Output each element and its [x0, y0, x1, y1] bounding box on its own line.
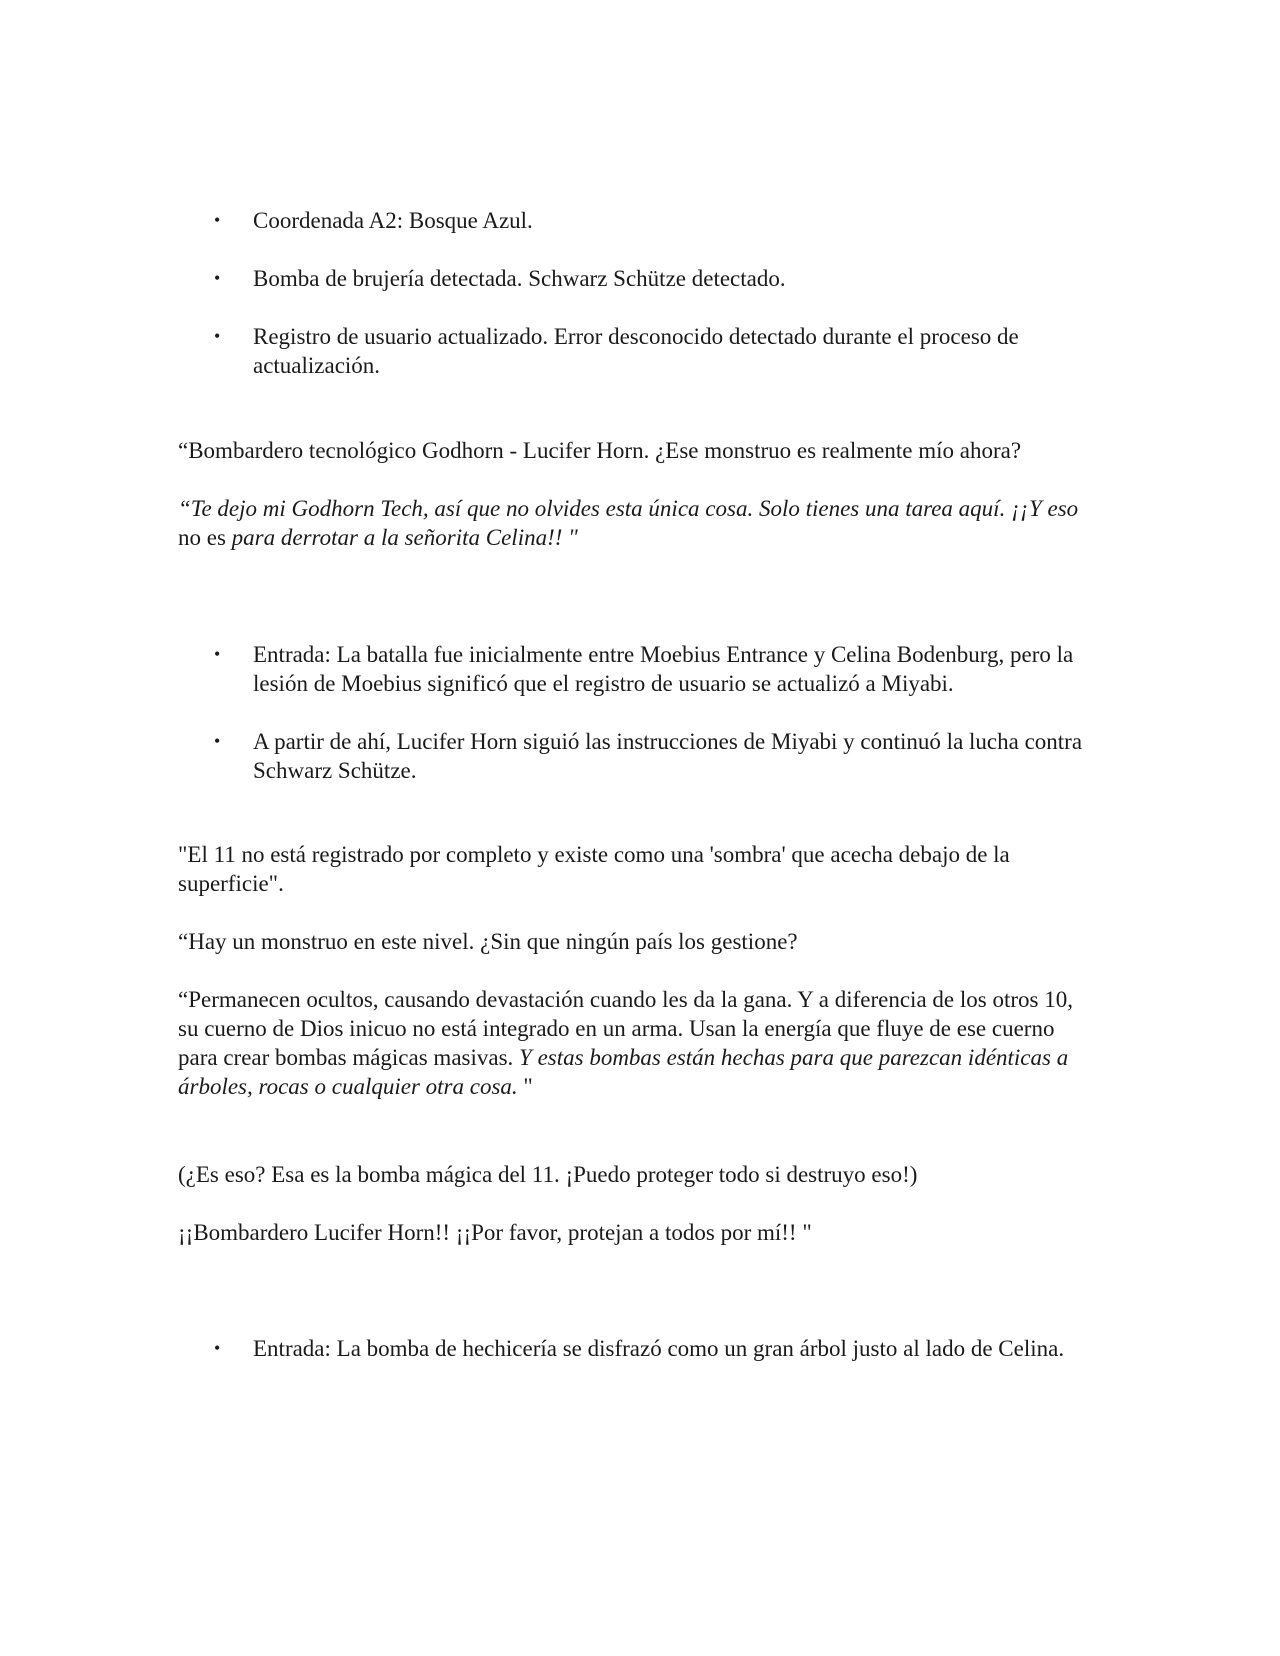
- paragraph: ¡¡Bombardero Lucifer Horn!! ¡¡Por favor, protejan a todos por mí!! ": [178, 1220, 812, 1245]
- paragraph: "El 11 no está registrado por completo y existe como una 'sombra' que acecha debajo de la superficie".: [178, 842, 1010, 896]
- list-item-text: A partir de ahí, Lucifer Horn siguió las instrucciones de Miyabi y continuó la lucha contra Schwarz Schütze.: [253, 729, 1083, 783]
- list-item-text: Bomba de brujería detectada. Schwarz Schütze detectado.: [253, 266, 786, 291]
- paragraph: “Hay un monstruo en este nivel. ¿Sin que ningún país los gestione?: [178, 929, 798, 954]
- list-item: [0, 322, 1280, 380]
- paragraph-quote: [178, 494, 1098, 552]
- bullet-icon: •: [214, 731, 221, 751]
- list-item: [0, 640, 1280, 698]
- list-item: [0, 727, 1280, 785]
- bullet-icon: •: [214, 326, 221, 346]
- bullet-icon: •: [214, 1338, 221, 1358]
- paragraph: “Bombardero tecnológico Godhorn - Lucifer Horn. ¿Ese monstruo es realmente mío ahora?: [178, 438, 1022, 463]
- paragraph: [178, 985, 1098, 1101]
- bullet-icon: •: [214, 644, 221, 664]
- bullet-icon: •: [214, 268, 221, 288]
- list-item-text: Entrada: La bomba de hechicería se disfrazó como un gran árbol justo al lado de Celina.: [253, 1336, 1065, 1361]
- list-item: [0, 1334, 1280, 1363]
- paragraph-text: ": [517, 1074, 533, 1099]
- list-item-text: Coordenada A2: Bosque Azul.: [253, 208, 533, 233]
- quote-text: “Te dejo mi Godhorn Tech, así que no olvides esta única cosa. Solo tienes una tarea aquí. ¡¡Y eso: [178, 496, 1079, 521]
- list-item: [0, 206, 1280, 235]
- list-item-text: Registro de usuario actualizado. Error desconocido detectado durante el proceso de actualización.: [253, 324, 1019, 378]
- quote-text-upright: no es: [178, 525, 232, 550]
- paragraph-text: “Permanecen ocultos, causando devastación cuando les da la gana. Y a diferencia de los otros 10, su cuerno de Dios inicuo no está integrado en un arma. Usan la energía que fluye de ese cuerno para crear bombas mágicas masivas.: [178, 987, 1073, 1070]
- list-item-text: Entrada: La batalla fue inicialmente entre Moebius Entrance y Celina Bodenburg, pero la lesión de Moebius significó que el registro de usuario se actualizó a Miyabi.: [253, 642, 1074, 696]
- quote-text: para derrotar a la señorita Celina!! ": [231, 525, 578, 550]
- paragraph-text-italic: Y estas bombas están hechas para que parezcan idénticas a árboles, rocas o cualquier otra cosa.: [178, 1045, 1069, 1099]
- bullet-list-status: [0, 206, 1280, 380]
- list-item: [0, 264, 1280, 293]
- bullet-list-entries: [0, 640, 1280, 785]
- paragraph: (¿Es eso? Esa es la bomba mágica del 11. ¡Puedo proteger todo si destruyo eso!): [178, 1162, 918, 1187]
- bullet-icon: •: [214, 210, 221, 230]
- bullet-list-final: [0, 1334, 1280, 1363]
